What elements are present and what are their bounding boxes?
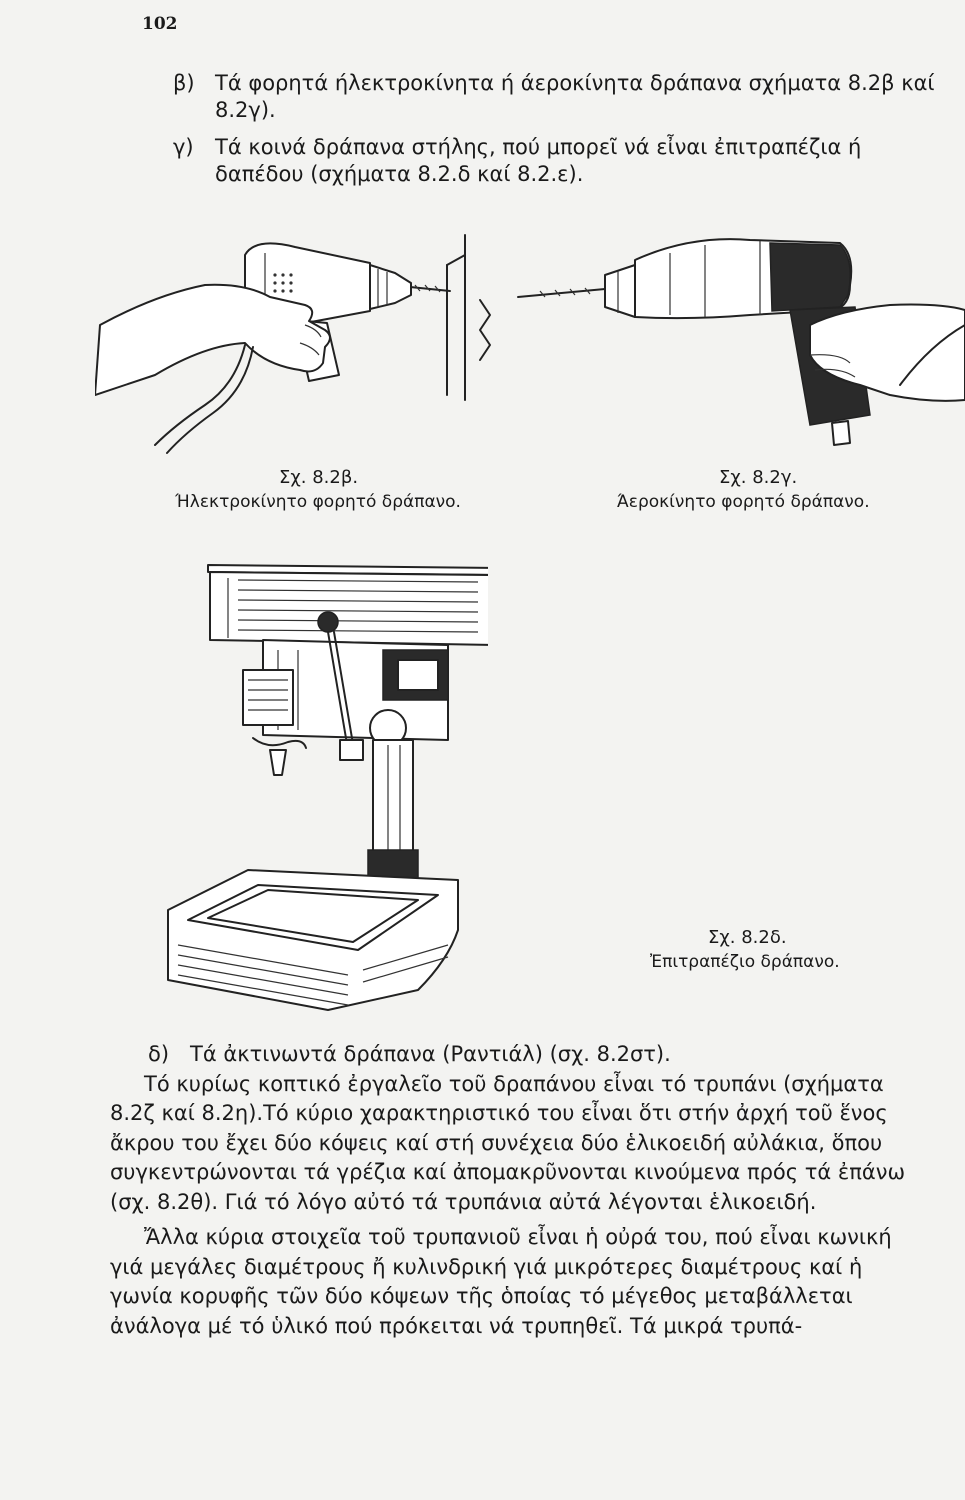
figure-title: Ἐπιτραπέζιο δράπανο. <box>650 952 840 972</box>
list-item-beta <box>173 70 963 126</box>
pneumatic-drill-illustration <box>510 225 965 455</box>
item-label: β) <box>173 71 195 95</box>
page-number: 102 <box>142 14 178 34</box>
paragraph: Ἄλλα κύρια στοιχεῖα τοῦ τρυπανιοῦ εἶναι ἡ οὐρά του, πού εἶναι κωνική γιά μεγάλες διαμέτρους ἤ κυλινδρική γιά μικρότερες διαμέτρους καί ἡ γωνία κορυφῆς τῶν δύο κόψεων τῆς ὁποίας τό μέγεθος μεταβάλλεται ἀνάλογα μέ τό ὑλικό πού πρόκειται νά τρυπηθεῖ. Τά μικρά τρυπά- <box>110 1225 892 1338</box>
bench-drill-press-illustration <box>148 550 488 1020</box>
figure-number: Σχ. 8.2β. <box>279 467 359 488</box>
body-text <box>110 1040 925 1341</box>
item-d-text: Τά ἀκτινωντά δράπανα (Ραντιάλ) (σχ. 8.2στ). <box>190 1042 671 1066</box>
paragraph: Τό κυρίως κοπτικό ἐργαλεῖο τοῦ δραπάνου εἶναι τό τρυπάνι (σχήματα 8.2ζ καί 8.2η).Τό κύριο χαρακτηριστικό του εἶναι ὅτι στήν ἀρχή τοῦ ἕνος ἄκρου του ἔχει δύο κόψεις καί στή συνέχεια δύο ἑλικοειδή αὐλάκια, ὅπου συγκεντρώνονται τά γρέζια καί ἀπομακρῦνονται κινούμενα πρός τά ἐπάνω (σχ. 8.2θ). Γιά τό λόγο αὐτό τά τρυπάνια αὐτά λέγονται ἑλικοειδή. <box>110 1071 906 1214</box>
figure-caption-8-2d <box>650 927 890 972</box>
item-d <box>110 1040 925 1070</box>
item-text: Τά φορητά ήλεκτροκίνητα ή άεροκίνητα δράπανα σχήματα 8.2β καί 8.2γ). <box>215 71 935 122</box>
list-item-gamma <box>173 134 953 190</box>
figure-caption-8-2b <box>175 467 505 512</box>
figure-caption-8-2g <box>617 467 937 512</box>
item-label: γ) <box>173 135 194 159</box>
item-d-label: δ) <box>148 1042 170 1066</box>
figure-title: Ήλεκτροκίνητο φορητό δράπανο. <box>175 492 461 512</box>
figure-number: Σχ. 8.2γ. <box>719 467 798 488</box>
electric-drill-illustration <box>95 225 570 460</box>
figure-title: Άεροκίνητο φορητό δράπανο. <box>617 492 870 512</box>
item-text: Τά κοινά δράπανα στήλης, πού μπορεῖ νά εἶναι ἐπιτραπέζια ή δαπέδου (σχήματα 8.2.δ καί 8.2.ε). <box>215 135 862 186</box>
figure-number: Σχ. 8.2δ. <box>708 927 787 948</box>
